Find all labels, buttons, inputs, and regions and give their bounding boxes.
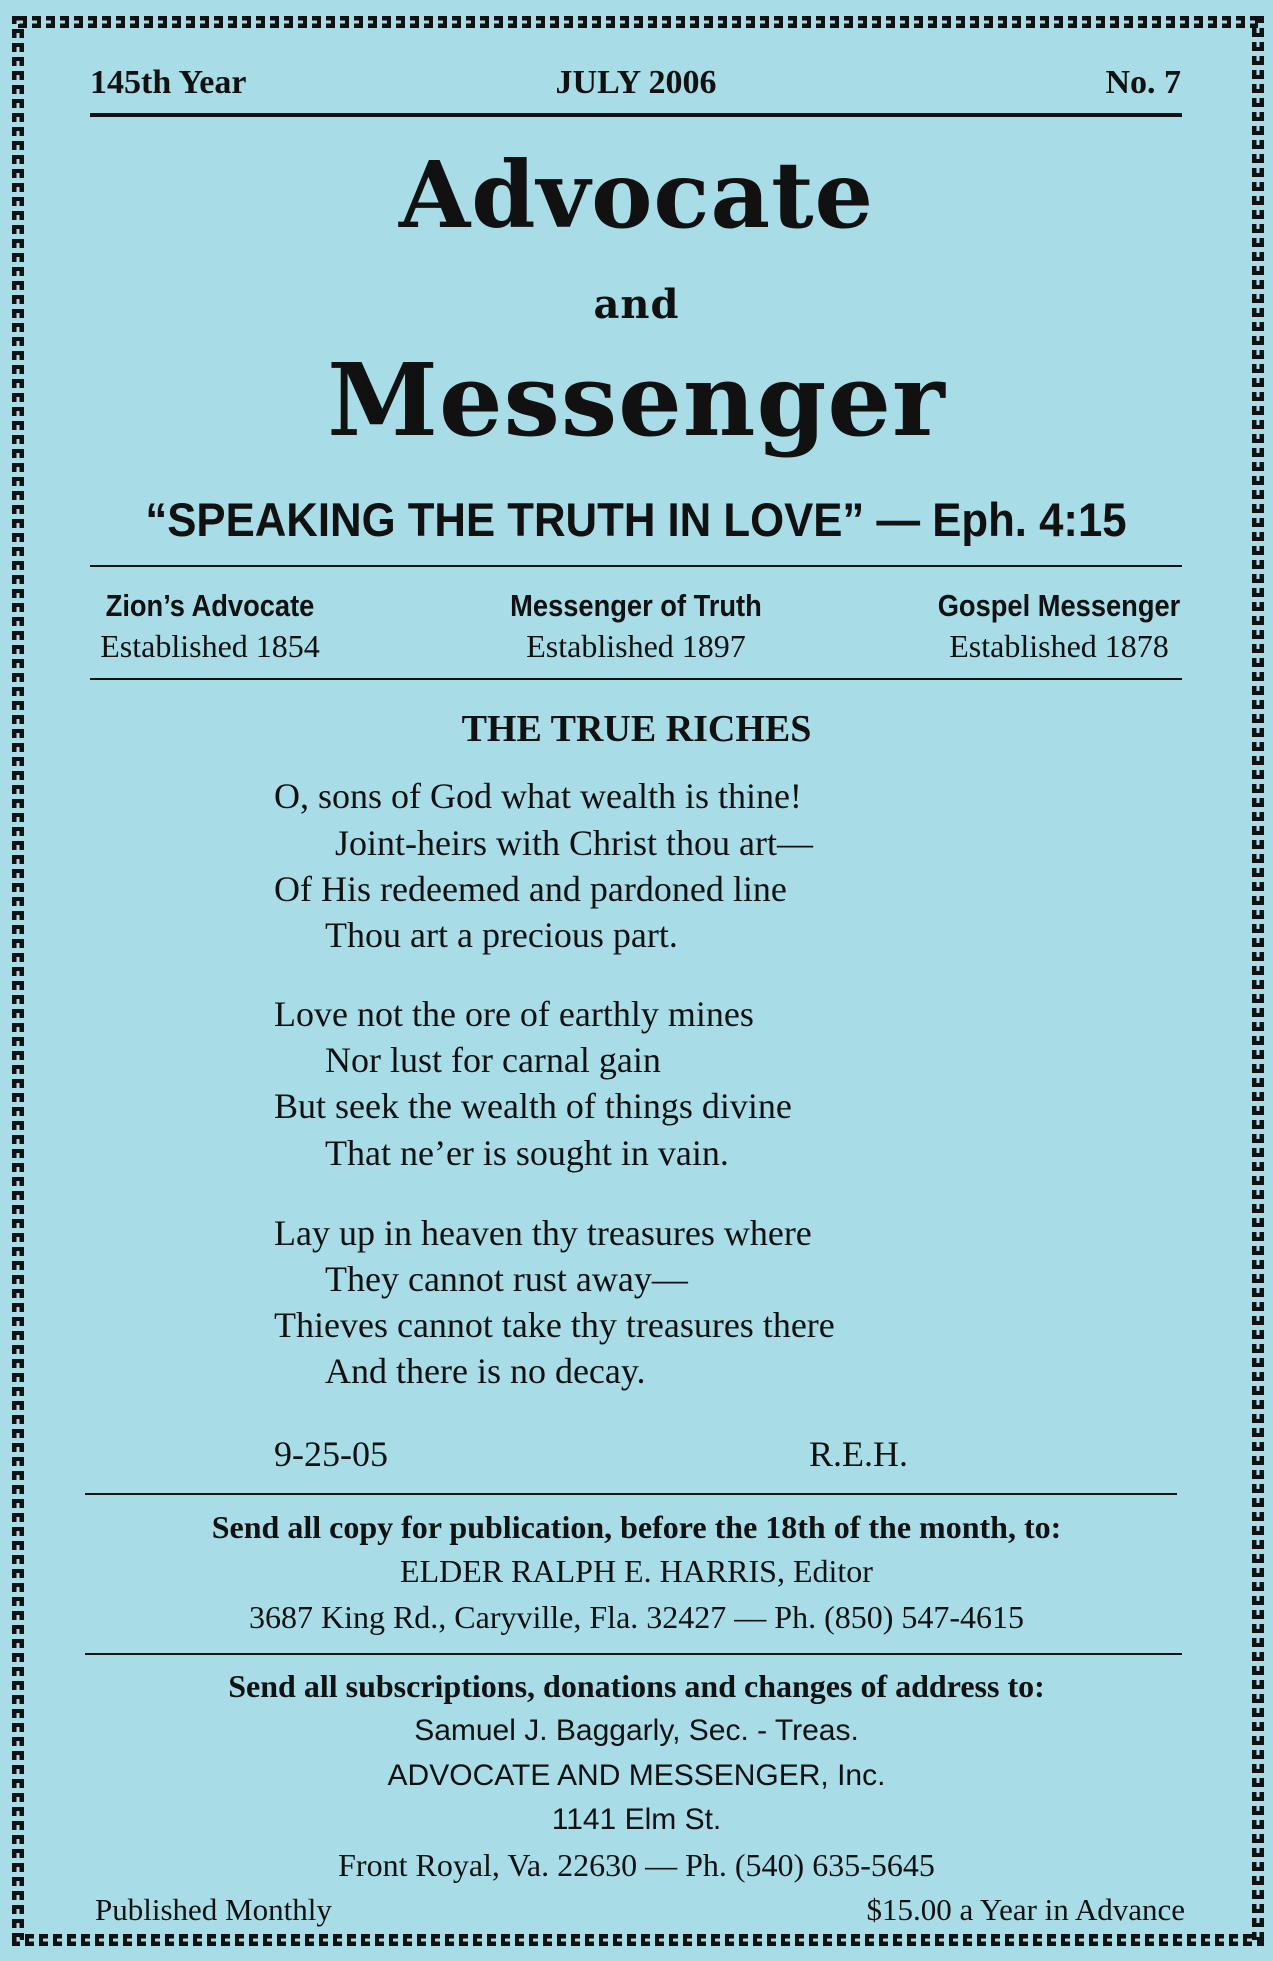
poem-line: Love not the ore of earthly mines	[274, 994, 754, 1034]
subscriptions-instruction: Send all subscriptions, donations and changes of address to:	[228, 1668, 1045, 1704]
predecessor-zions-advocate	[40, 586, 380, 666]
poem-date: 9-25-05	[274, 1434, 388, 1474]
poem-line: They cannot rust away—	[325, 1259, 688, 1299]
poem-line: Lay up in heaven thy treasures where	[274, 1213, 812, 1253]
predecessor-gospel-messenger	[889, 586, 1229, 666]
masthead-title-messenger: Messenger	[327, 341, 946, 459]
poem-author: R.E.H.	[809, 1434, 908, 1474]
poem-title: THE TRUE RICHES	[461, 708, 812, 750]
poem-line: Thou art a precious part.	[325, 915, 678, 955]
poem-line: Of His redeemed and pardoned line	[274, 869, 787, 909]
slogan: “SPEAKING THE TRUTH IN LOVE” — Eph. 4:15	[145, 493, 1127, 546]
subscriptions-rule	[85, 1653, 1182, 1655]
editor-instruction: Send all copy for publication, before the 18th of the month, to:	[211, 1509, 1062, 1545]
subscriptions-org: ADVOCATE AND MESSENGER, Inc.	[387, 1759, 886, 1792]
poem-line: O, sons of God what wealth is thine!	[274, 776, 802, 816]
masthead-title-advocate: Advocate	[398, 141, 875, 249]
poem-line: Nor lust for carnal gain	[325, 1040, 661, 1080]
editor-address: 3687 King Rd., Caryville, Fla. 32427 — Ph. (850) 547-4615	[248, 1599, 1025, 1635]
editor-name: ELDER RALPH E. HARRIS, Editor	[400, 1553, 873, 1589]
editor-rule	[85, 1493, 1177, 1495]
poem-line: And there is no decay.	[325, 1351, 646, 1391]
issue-date: JULY 2006	[555, 64, 717, 101]
subscriptions-street: 1141 Elm St.	[551, 1803, 722, 1836]
volume-year: 145th Year	[90, 64, 247, 101]
predecessor-established: Established 1878	[949, 628, 1169, 664]
poem-line: But seek the wealth of things divine	[274, 1086, 792, 1126]
predecessor-established: Established 1854	[100, 628, 320, 664]
subscriptions-contact: Samuel J. Baggarly, Sec. - Treas.	[414, 1714, 859, 1747]
poem-line: Thieves cannot take thy treasures there	[274, 1305, 835, 1345]
predecessor-messenger-of-truth	[466, 586, 806, 666]
predecessor-name: Zion’s Advocate	[105, 588, 315, 623]
slogan-rule	[90, 565, 1182, 567]
header-rule	[90, 113, 1182, 117]
predecessor-name: Messenger of Truth	[510, 588, 762, 623]
issue-number: No. 7	[1105, 64, 1181, 101]
subscriptions-city: Front Royal, Va. 22630 — Ph. (540) 635-5645	[338, 1847, 935, 1883]
predecessor-name: Gospel Messenger	[937, 588, 1181, 623]
subscription-price: $15.00 a Year in Advance	[866, 1892, 1185, 1927]
publication-frequency: Published Monthly	[95, 1892, 332, 1927]
predecessor-established: Established 1897	[526, 628, 746, 664]
masthead-title-and: and	[593, 281, 680, 328]
poem-line: That ne’er is sought in vain.	[325, 1133, 729, 1173]
columns-rule	[90, 678, 1182, 680]
poem-line: Joint-heirs with Christ thou art—	[335, 823, 813, 863]
